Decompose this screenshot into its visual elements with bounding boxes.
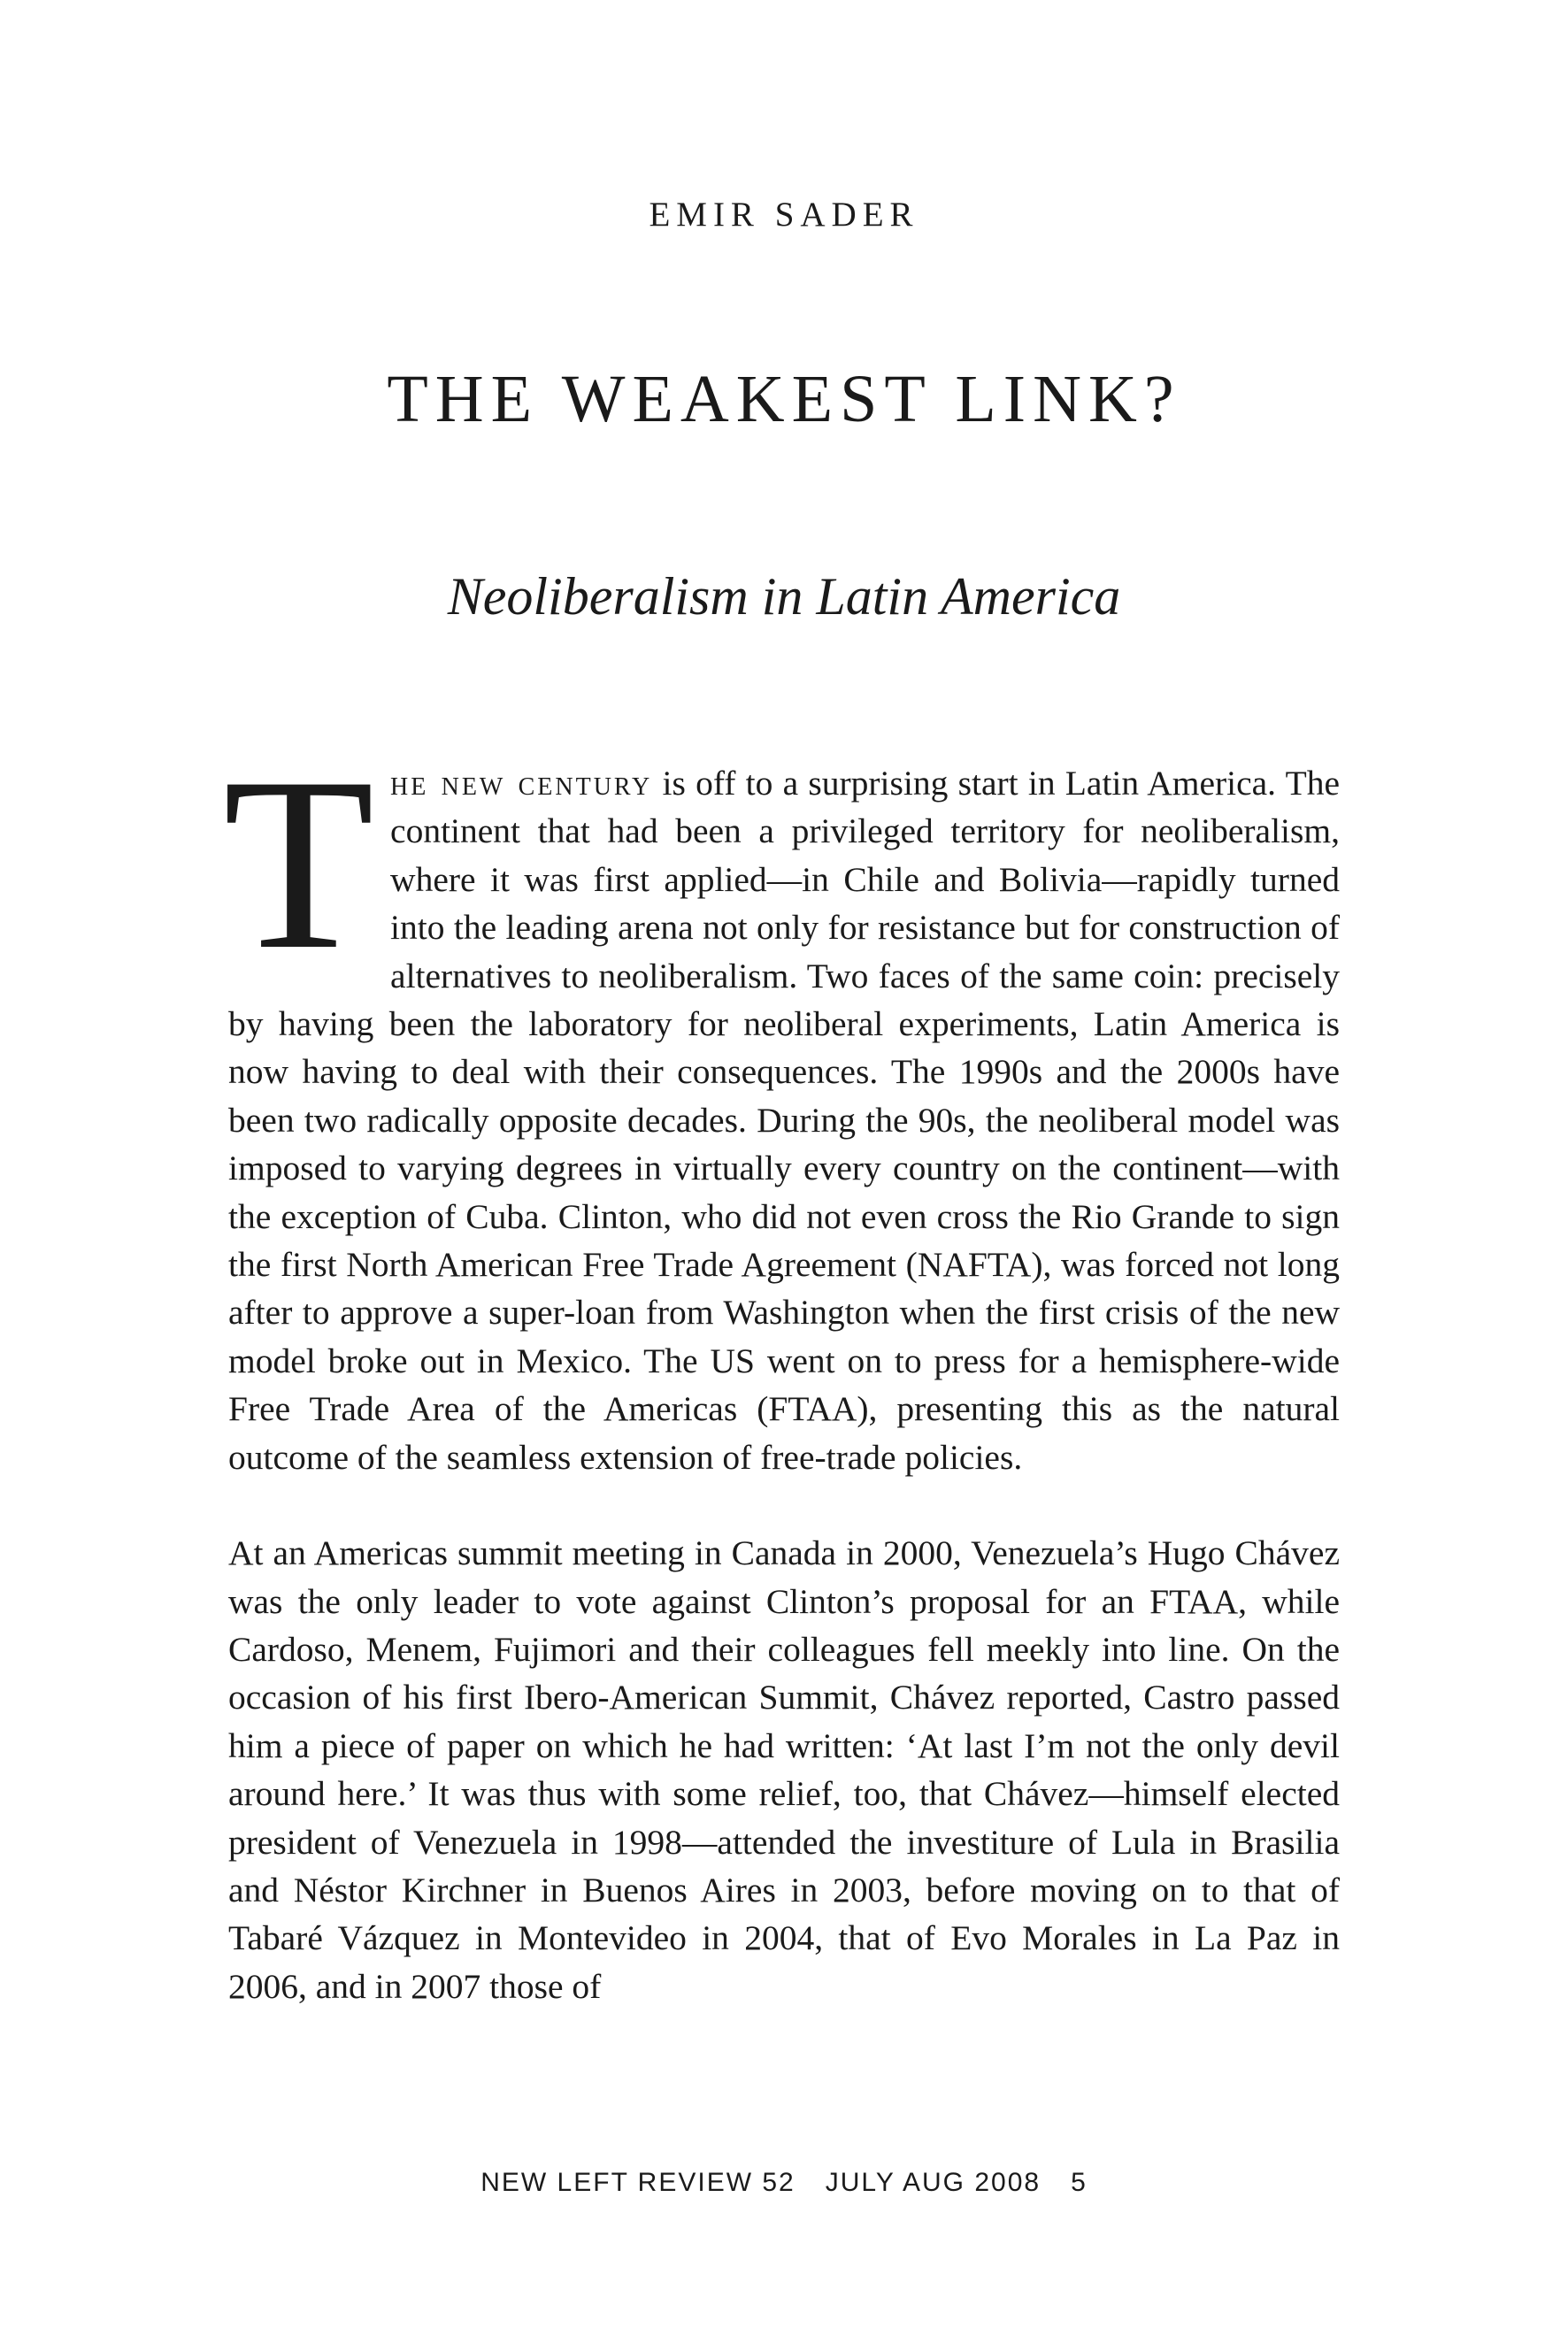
issue-date: JULY AUG 2008 — [825, 2168, 1041, 2197]
lead-in-smallcaps: he new century — [390, 764, 653, 803]
page-footer — [0, 2168, 1568, 2198]
article-subtitle: Neoliberalism in Latin America — [447, 567, 1121, 626]
article-body — [223, 726, 1340, 2010]
journal-name: NEW LEFT REVIEW 52 — [480, 2168, 796, 2197]
paragraph-1-text: is off to a surprising start in Latin America. The continent that had been a privileged territory for neoliberalism, where it was first applied—in Chile and Bolivia—rapidly turned into the leading arena not only for resistance but for construction of alternatives to neoliberalism. Two faces of the same coin: precisely by having been the laboratory for neoliberal experiments, Latin America is now having to deal with their consequences. The 1990s and the 2000s have been two radically opposite decades. During the 90s, the neoliberal model was imposed to varying degrees in virtually every country on the continent—with the exception of Cuba. Clinton, who did not even cross the Rio Grande to sign the first North American Free Trade Agreement (NAFTA), was forced not long after to approve a super-loan from Washington when the first crisis of the new model broke out in Mexico. The US went on to press for a hemisphere-wide Free Trade Area of the Americas (FTAA), presenting this as the natural outcome of the seamless extension of free-trade policies. — [228, 764, 1340, 1477]
paragraph-2-text: At an Americas summit meeting in Canada in 2000, Venezuela’s Hugo Chávez was the only leader to vote against Clinton’s proposal for an FTAA, while Cardoso, Menem, Fujimori and their colleagues fell meekly into line. On the occasion of his first Ibero-American Summit, Chávez reported, Castro passed him a piece of paper on which he had written: ‘At last I’m not the only devil around here.’ It was thus with some relief, too, that Chávez—himself elected president of Venezuela in 1998—attended the investiture of Lula in Brasilia and Néstor Kirchner in Buenos Aires in 2003, before moving on to that of Tabaré Vázquez in Montevideo in 2004, that of Evo Morales in La Paz in 2006, and in 2007 those of — [228, 1533, 1340, 2006]
paragraph-1 — [223, 726, 1340, 1481]
article-title: THE WEAKEST LINK? — [387, 362, 1181, 436]
author-name: EMIR SADER — [649, 196, 919, 234]
paragraph-2 — [228, 1529, 1340, 2010]
drop-cap: T — [223, 726, 375, 1001]
page-number: 5 — [1071, 2168, 1088, 2197]
